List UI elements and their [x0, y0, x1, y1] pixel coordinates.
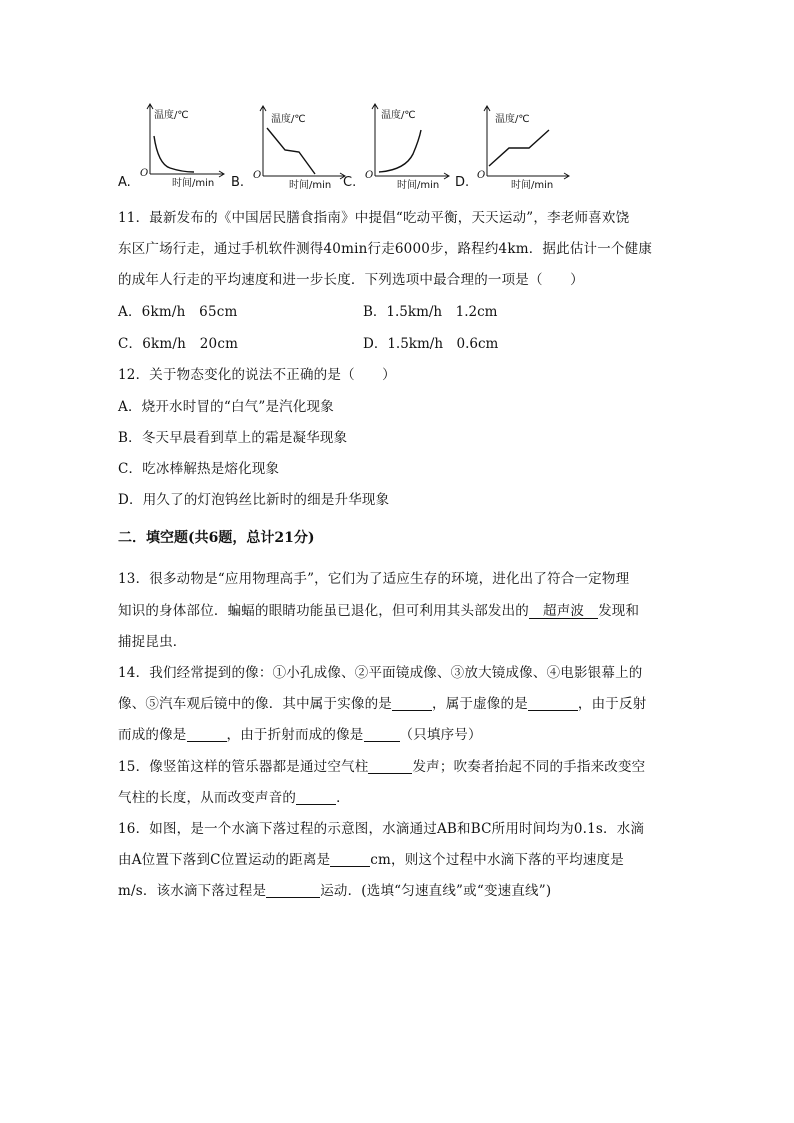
graph-curve [154, 136, 194, 172]
graph-a [136, 100, 226, 189]
q10-option-c[interactable] [343, 100, 473, 192]
q16-blank-distance[interactable] [330, 852, 370, 867]
q14-text: （只填序号） [399, 727, 482, 743]
graph-b [249, 100, 349, 191]
q15-text: 气柱的长度，从而改变声音的 [118, 790, 297, 806]
q11-line-2: 东区广场行走，通过手机软件测得40min行走6000步，路程约4km．据此估计一个健康 [118, 241, 653, 257]
graph-curve [379, 130, 421, 172]
section-title: 二．填空题(共6题，总计21分) [118, 530, 315, 546]
origin-label: O [365, 170, 374, 181]
q14-text: ，属于虚像的是 [432, 696, 528, 712]
q12-option-d[interactable]: D．用久了的灯泡钨丝比新时的细是升华现象 [118, 492, 390, 508]
y-axis-label: 温度/℃ [271, 114, 306, 125]
y-axis-label: 温度/℃ [154, 110, 189, 121]
origin-label: O [477, 170, 486, 181]
q16-blank-motion[interactable] [266, 883, 320, 898]
q14-blank-real[interactable] [392, 696, 432, 711]
q13-text: 知识的身体部位．蝙蝠的眼睛功能虽已退化，但可利用其头部发出的 [118, 603, 529, 619]
q16-text: cm，则这个过程中水滴下落的平均速度是 [370, 852, 624, 868]
q16-line-2 [118, 848, 624, 868]
origin-label: O [140, 168, 149, 179]
q13-line-3: 捕捉昆虫． [118, 634, 187, 650]
q12-option-a[interactable]: A．烧开水时冒的“白气”是汽化现象 [118, 399, 334, 415]
q14-text: ，由于折射而成的像是 [226, 727, 364, 743]
option-letter: D. [455, 175, 470, 190]
option-letter: C. [343, 175, 357, 190]
q16-line-1: 16．如图，是一个水滴下落过程的示意图，水滴通过AB和BC所用时间均为0.1s．水滴 [118, 821, 645, 837]
q14-text: 而成的像是 [118, 727, 187, 743]
x-axis-label: 时间/min [397, 180, 440, 191]
q16-text: m/s．该水滴下落过程是 [118, 883, 267, 899]
q13-answer[interactable]: 超声波 [529, 604, 598, 619]
q14-blank-virtual[interactable] [528, 696, 578, 711]
q11-option-d[interactable]: D．1.5km/h 0.6cm [363, 336, 499, 352]
q12-option-c[interactable]: C．吃冰棒解热是熔化现象 [118, 461, 280, 477]
y-axis-label: 温度/℃ [381, 110, 416, 121]
q15-text: ． [336, 790, 350, 806]
q14-blank-reflection[interactable] [187, 727, 227, 742]
q15-blank-pitch[interactable] [296, 790, 336, 805]
q14-blank-refraction[interactable] [364, 727, 400, 742]
q16-text: 运动．(选填“匀速直线”或“变速直线”) [320, 883, 552, 899]
q12-stem: 12．关于物态变化的说法不正确的是（ ） [118, 367, 396, 383]
q15-text: 15．像竖笛这样的管乐器都是通过空气柱 [118, 759, 369, 775]
q16-text: 由A位置下落到C位置运动的距离是 [118, 852, 331, 868]
q15-text: 发声；吹奏者抬起不同的手指来改变空 [412, 759, 646, 775]
q14-text: 像、⑤汽车观后镜中的像．其中属于实像的是 [118, 696, 392, 712]
q15-line-1 [118, 755, 645, 775]
graph-d [473, 100, 573, 191]
option-letter: A. [118, 175, 131, 190]
q10-graph-options [118, 100, 678, 192]
y-axis-label: 温度/℃ [495, 114, 530, 125]
graph-c [361, 100, 451, 191]
q12-option-b[interactable]: B．冬天早晨看到草上的霜是凝华现象 [118, 430, 348, 446]
q10-option-a[interactable] [118, 100, 248, 192]
graph-curve [489, 130, 549, 166]
q11-option-c[interactable]: C．6km/h 20cm [118, 336, 239, 352]
q14-text: ，由于反射 [577, 696, 647, 712]
q10-option-b[interactable] [231, 100, 361, 192]
q11-option-b[interactable]: B．1.5km/h 1.2cm [363, 304, 498, 320]
q15-blank-vibration[interactable] [368, 759, 412, 774]
q10-option-d[interactable] [455, 100, 605, 192]
q13-line-1: 13．很多动物是“应用物理高手”，它们为了适应生存的环境，进化出了符合一定物理 [118, 571, 630, 587]
x-axis-label: 时间/min [172, 178, 215, 189]
q14-line-2 [118, 692, 646, 712]
q16-line-3 [118, 879, 551, 899]
origin-label: O [253, 170, 262, 181]
q11-line-3: 的成年人行走的平均速度和进一步长度．下列选项中最合理的一项是（ ） [118, 272, 584, 288]
x-axis-label: 时间/min [511, 180, 554, 191]
q14-line-1: 14．我们经常提到的像：①小孔成像、②平面镜成像、③放大镜成像、④电影银幕上的 [118, 665, 643, 681]
q11-line-1: 11．最新发布的《中国居民膳食指南》中提倡“吃动平衡，天天运动”，李老师喜欢饶 [118, 210, 630, 226]
q11-option-a[interactable]: A．6km/h 65cm [118, 304, 238, 320]
q14-line-3 [118, 723, 482, 743]
graph-curve [267, 128, 315, 174]
x-axis-label: 时间/min [289, 180, 332, 191]
q13-text: 发现和 [598, 603, 640, 619]
q13-line-2 [118, 599, 639, 619]
option-letter: B. [231, 175, 245, 190]
q15-line-2 [118, 786, 350, 806]
